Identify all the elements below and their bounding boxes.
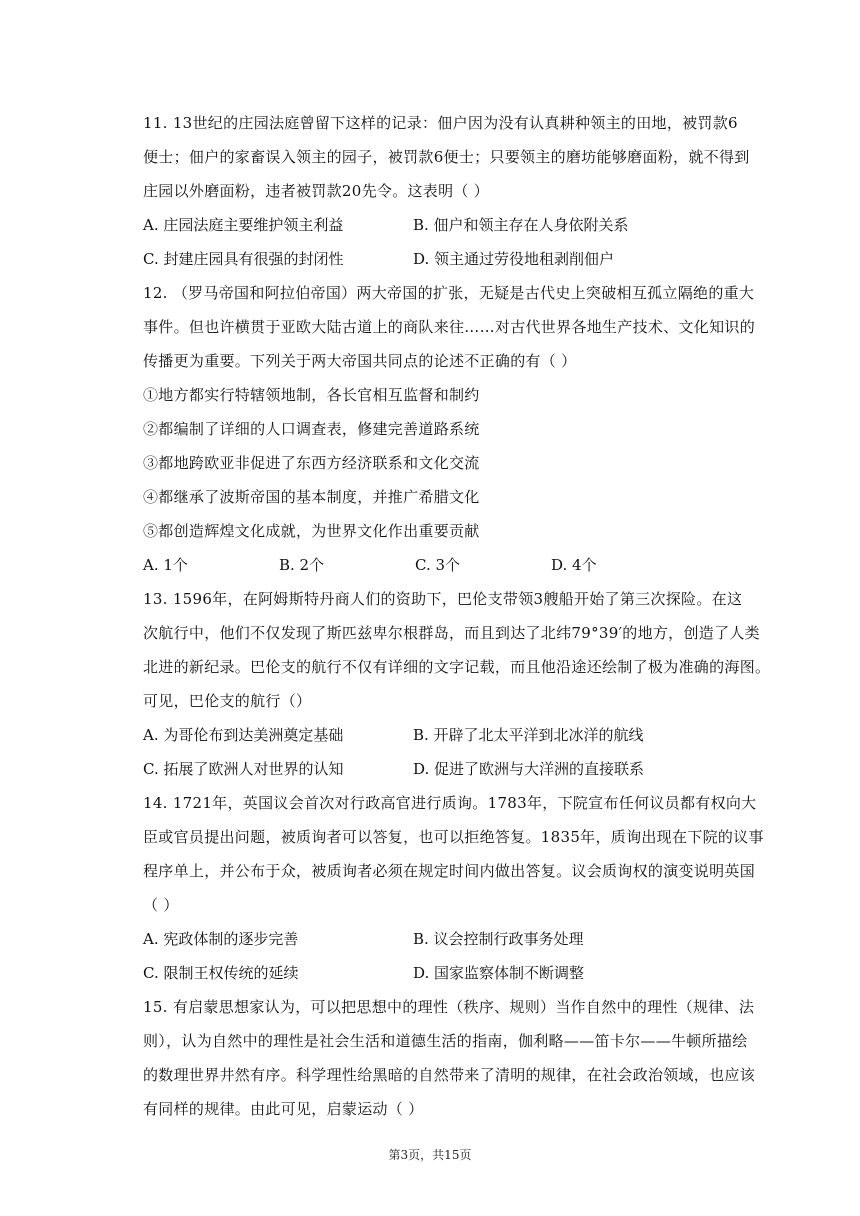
question-text-line: 可见，巴伦支的航行（）	[143, 692, 312, 710]
statement-item: ①地方都实行特辖领地制，各长官相互监督和制约	[143, 386, 480, 404]
option-d: D. 促进了欧洲与大洋洲的直接联系	[413, 760, 645, 778]
page-content	[143, 106, 771, 1126]
option-a: A. 为哥伦布到达美洲奠定基础	[143, 726, 344, 744]
statement-item: ⑤都创造辉煌文化成就，为世界文化作出重要贡献	[143, 522, 480, 540]
option-d: D. 国家监察体制不断调整	[413, 964, 585, 982]
option-d: D. 4个	[551, 556, 597, 574]
option-b: B. 2个	[279, 556, 325, 574]
option-b: B. 开辟了北太平洋到北冰洋的航线	[413, 726, 644, 744]
option-row	[143, 922, 733, 956]
question-text-line: 次航行中，他们不仅发现了斯匹兹卑尔根群岛，而且到达了北纬79°39′的地方，创造了人类	[143, 624, 760, 642]
option-row	[143, 548, 733, 582]
statement-item: ②都编制了详细的人口调查表，修建完善道路系统	[143, 420, 480, 438]
question-text-line: 庄园以外磨面粉，违者被罚款20先令。这表明（ ）	[143, 182, 490, 200]
statement-item: ④都继承了波斯帝国的基本制度，并推广希腊文化	[143, 488, 480, 506]
option-a: A. 1个	[143, 556, 188, 574]
question-13	[143, 582, 771, 786]
question-text-line: 北进的新纪录。巴伦支的航行不仅有详细的文字记载，而且他沿途还绘制了极为准确的海图。	[143, 658, 771, 676]
option-c: C. 3个	[415, 556, 461, 574]
question-text-line: 15. 有启蒙思想家认为，可以把思想中的理性（秩序、规则）当作自然中的理性（规律、法	[143, 998, 755, 1016]
option-b: B. 议会控制行政事务处理	[413, 930, 584, 948]
question-text-line: 13. 1596年，在阿姆斯特丹商人们的资助下，巴伦支带领3艘船开始了第三次探险。在这	[143, 590, 743, 608]
question-text-line: 的数理世界井然有序。科学理性给黑暗的自然带来了清明的规律，在社会政治领域，也应该	[143, 1066, 756, 1084]
option-a: A. 庄园法庭主要维护领主利益	[143, 216, 344, 234]
option-row	[143, 208, 733, 242]
option-c: C. 封建庄园具有很强的封闭性	[143, 250, 344, 268]
statement-item: ③都地跨欧亚非促进了东西方经济联系和文化交流	[143, 454, 480, 472]
question-text-line: 11. 13世纪的庄园法庭曾留下这样的记录：佃户因为没有认真耕种领主的田地，被罚款6	[143, 114, 738, 132]
option-row	[143, 242, 733, 276]
question-text-line: 则），认为自然中的理性是社会生活和道德生活的指南，伽利略——笛卡尔——牛顿所描绘	[143, 1032, 748, 1050]
question-text-line: 传播更为重要。下列关于两大帝国共同点的论述不正确的有（ ）	[143, 352, 577, 370]
question-text-line: 有同样的规律。由此可见，启蒙运动（ ）	[143, 1100, 424, 1118]
option-row	[143, 718, 733, 752]
question-text-line: 事件。但也许横贯于亚欧大陆古道上的商队来往……对古代世界各地生产技术、文化知识的	[143, 318, 756, 336]
question-text-line: 臣或官员提出问题，被质询者可以答复，也可以拒绝答复。1835年，质询出现在下院的议事	[143, 828, 764, 846]
option-c: C. 限制王权传统的延续	[143, 964, 299, 982]
question-15	[143, 990, 756, 1126]
question-text-line: 便士；佃户的家畜误入领主的园子，被罚款6便士；只要领主的磨坊能够磨面粉，就不得到	[143, 148, 750, 166]
question-text-line: 14. 1721年，英国议会首次对行政高官进行质询。1783年，下院宣布任何议员都有权向大	[143, 794, 757, 812]
question-12	[143, 276, 756, 582]
question-text-line: （ ）	[143, 896, 179, 914]
option-d: D. 领主通过劳役地租剥削佃户	[413, 250, 615, 268]
page-footer: 第3页，共15页	[388, 1148, 472, 1162]
option-row	[143, 752, 733, 786]
option-a: A. 宪政体制的逐步完善	[143, 930, 299, 948]
option-b: B. 佃户和领主存在人身依附关系	[413, 216, 629, 234]
option-c: C. 拓展了欧洲人对世界的认知	[143, 760, 344, 778]
question-text-line: 12. （罗马帝国和阿拉伯帝国）两大帝国的扩张，无疑是古代史上突破相互孤立隔绝的重大	[143, 284, 755, 302]
question-11	[143, 106, 750, 276]
option-row	[143, 956, 733, 990]
question-14	[143, 786, 764, 990]
question-text-line: 程序单上，并公布于众，被质询者必须在规定时间内做出答复。议会质询权的演变说明英国	[143, 862, 756, 880]
